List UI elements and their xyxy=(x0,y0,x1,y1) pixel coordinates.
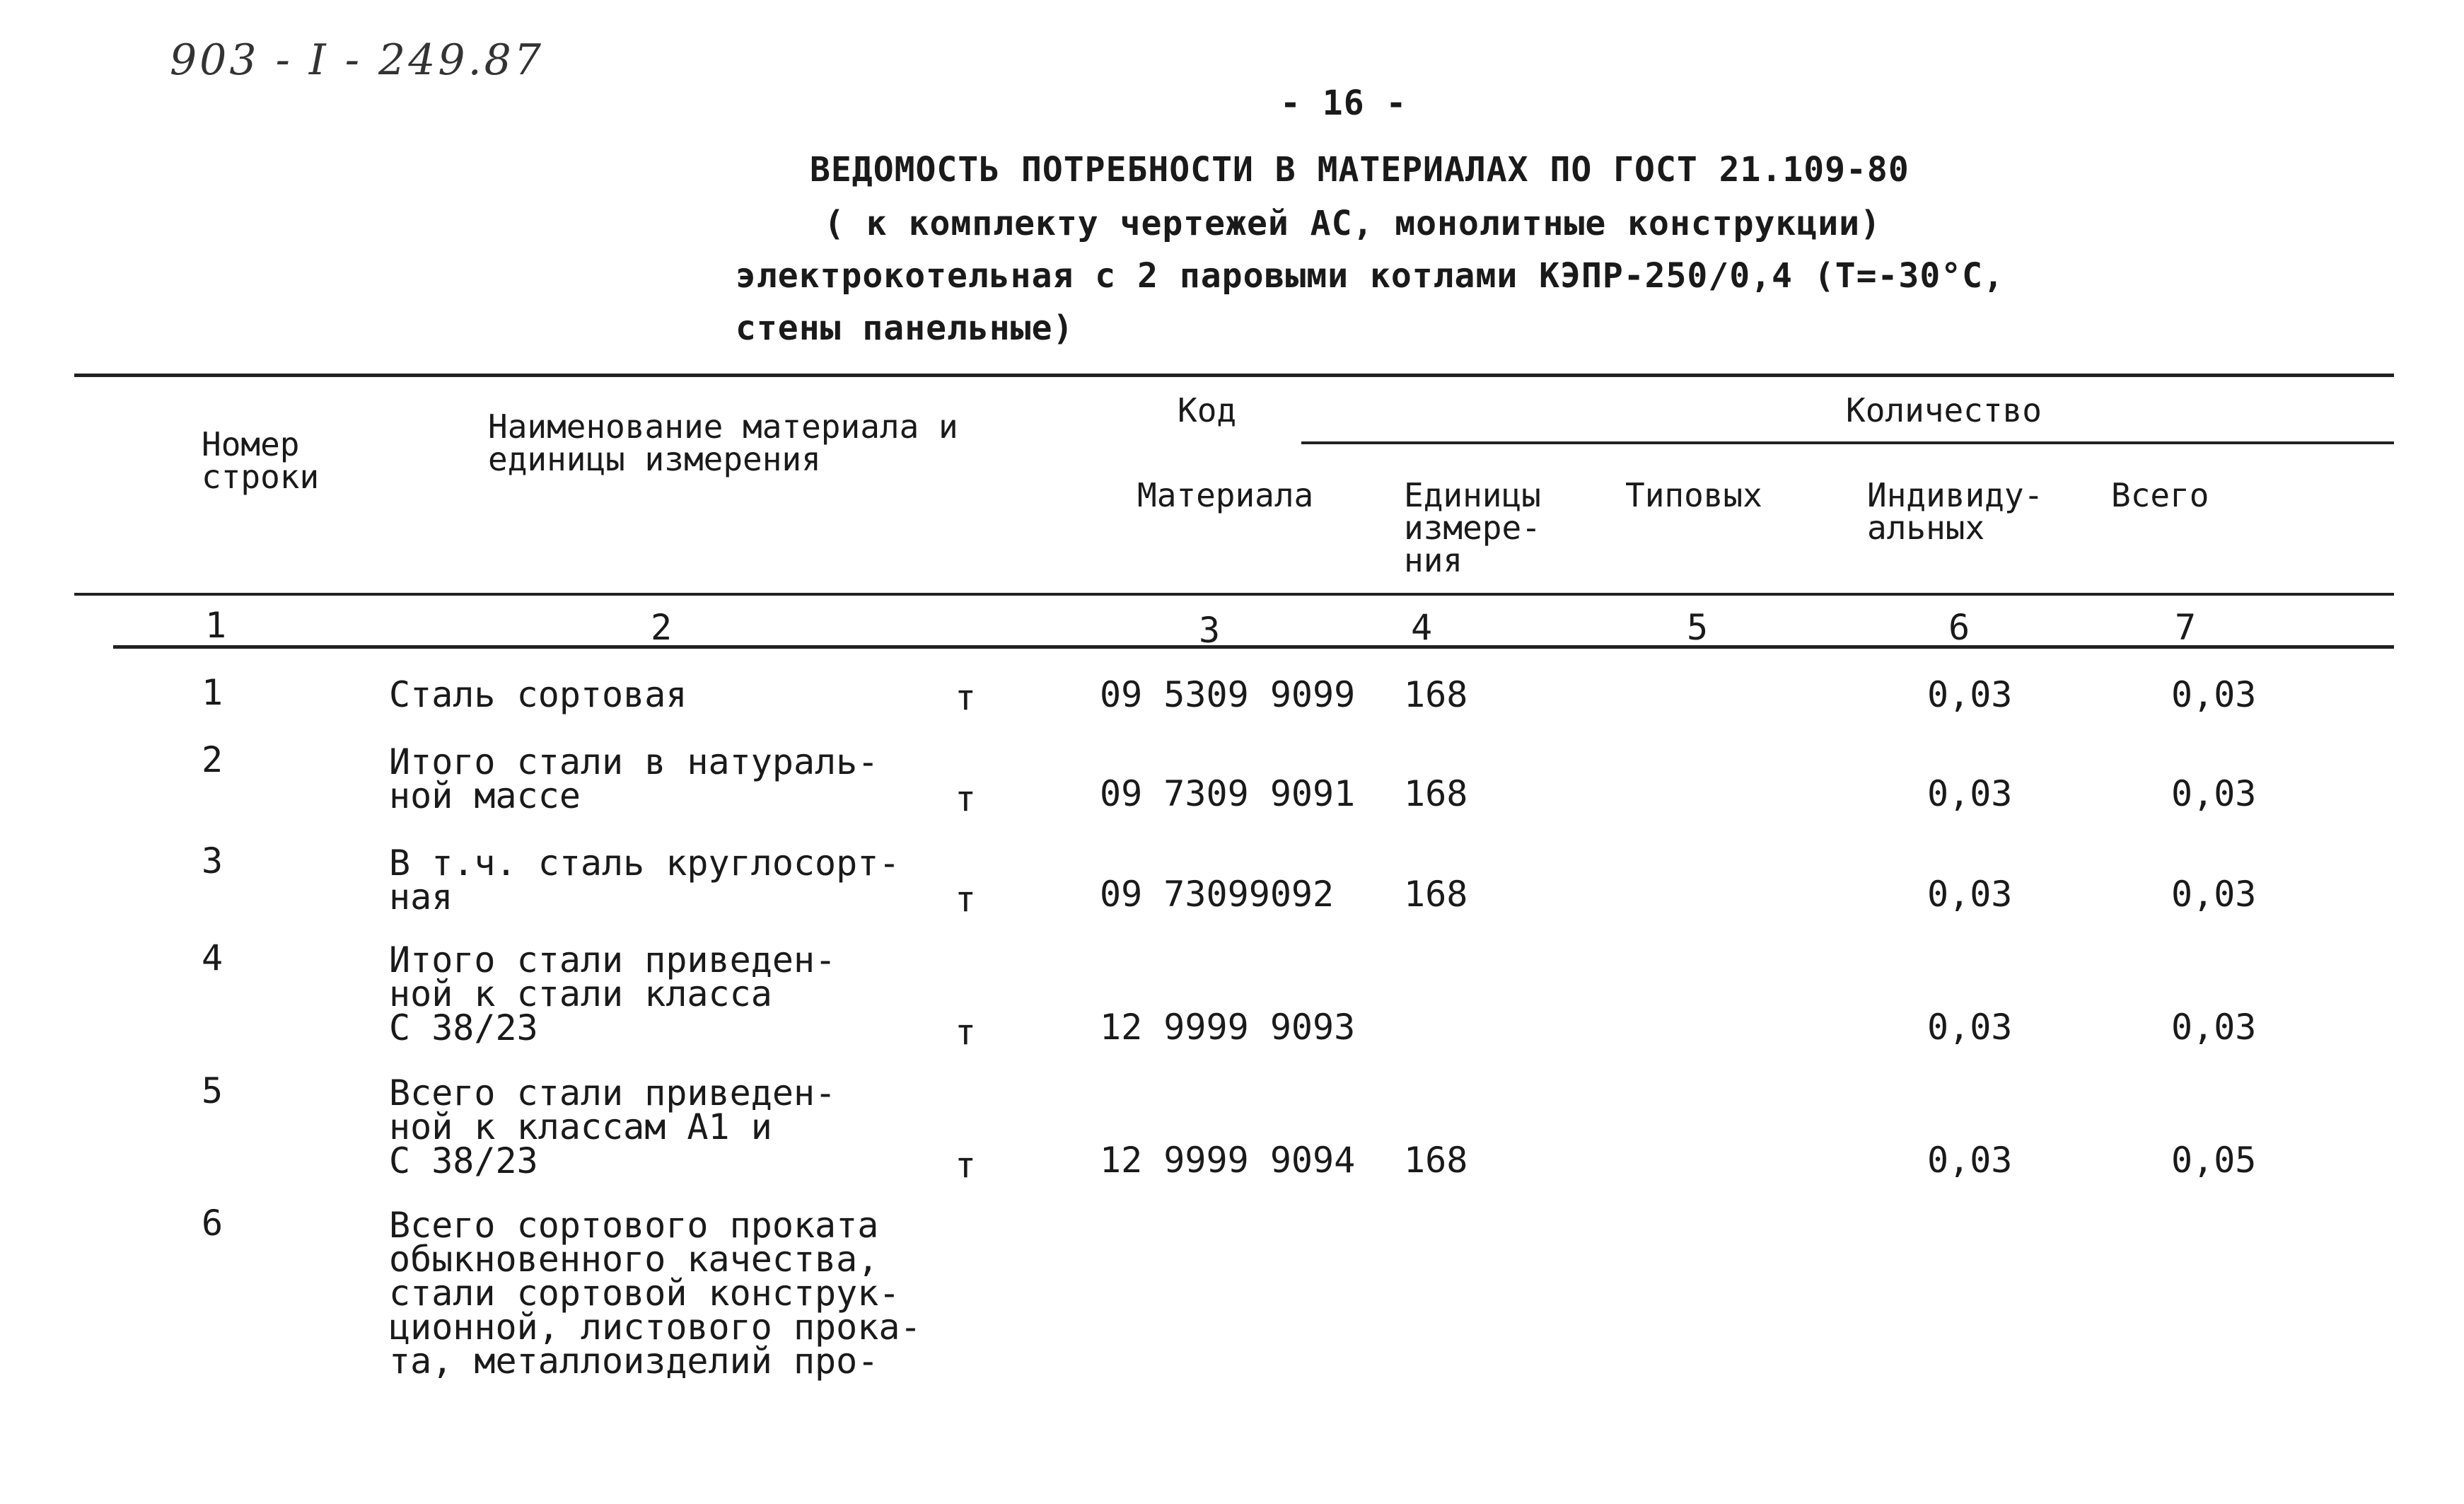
row-3-material-code: 09 73099092 xyxy=(1100,874,1335,915)
row-1-unit-code: 168 xyxy=(1404,674,1468,715)
row-3-name: В т.ч. сталь круглосорт- ная xyxy=(389,843,900,918)
header-material-code: Материала xyxy=(1137,476,1314,514)
row-1-name: Сталь сортовая xyxy=(389,674,687,715)
row-1-total: 0,03 xyxy=(2171,674,2257,715)
header-typical: Типовых xyxy=(1625,476,1762,514)
header-total: Всего xyxy=(2111,476,2209,514)
row-2-total: 0,03 xyxy=(2171,773,2257,814)
column-numbers-rule xyxy=(113,645,2394,649)
header-material-name: Наименование материала и единицы измерения xyxy=(488,407,958,478)
page-number: - 16 - xyxy=(1280,83,1407,123)
row-2-individual: 0,03 xyxy=(1927,773,2013,814)
header-individual: Индивиду- альных xyxy=(1867,476,2044,547)
row-1-unit: т xyxy=(955,677,977,718)
column-number-6: 6 xyxy=(1948,607,1970,648)
row-3-individual: 0,03 xyxy=(1927,874,2013,915)
row-4-number: 4 xyxy=(202,937,223,978)
row-4-individual: 0,03 xyxy=(1927,1007,2013,1048)
row-3-unit-code: 168 xyxy=(1404,874,1468,915)
table-top-rule xyxy=(74,374,2394,377)
row-5-name: Всего стали приведен- ной к классам А1 и С 38/23 xyxy=(389,1072,837,1181)
row-5-unit-code: 168 xyxy=(1404,1140,1468,1181)
row-4-material-code: 12 9999 9093 xyxy=(1100,1007,1356,1048)
row-1-individual: 0,03 xyxy=(1927,674,2013,715)
code-quantity-underline xyxy=(1301,441,2394,444)
title-line-2: ( к комплекту чертежей АС, монолитные конструкции) xyxy=(824,204,1881,243)
row-4-total: 0,03 xyxy=(2171,1007,2257,1048)
row-2-unit-code: 168 xyxy=(1404,773,1468,814)
row-3-number: 3 xyxy=(202,840,223,881)
row-5-individual: 0,03 xyxy=(1927,1140,2013,1181)
row-1-material-code: 09 5309 9099 xyxy=(1100,674,1356,715)
row-6-number: 6 xyxy=(202,1203,223,1244)
row-5-material-code: 12 9999 9094 xyxy=(1100,1140,1356,1181)
column-number-7: 7 xyxy=(2175,607,2197,648)
header-bottom-rule xyxy=(74,593,2394,596)
row-2-name: Итого стали в натураль- ной массе xyxy=(389,741,879,816)
column-number-3: 3 xyxy=(1199,610,1221,651)
row-1-number: 1 xyxy=(202,672,223,713)
row-4-unit: т xyxy=(955,1012,977,1053)
header-row-number: Номер строки xyxy=(202,425,320,496)
column-number-4: 4 xyxy=(1411,607,1433,648)
header-code: Код xyxy=(1178,391,1237,429)
row-5-number: 5 xyxy=(202,1070,223,1111)
row-6-name: Всего сортового проката обыкновенного качества, стали сортовой конструк- ционной, листового прока- та, металлоизделий про- xyxy=(389,1205,922,1382)
row-3-total: 0,03 xyxy=(2171,874,2257,915)
row-2-material-code: 09 7309 9091 xyxy=(1100,773,1356,814)
row-5-total: 0,05 xyxy=(2171,1140,2257,1181)
column-number-2: 2 xyxy=(651,607,673,648)
column-number-5: 5 xyxy=(1687,607,1709,648)
row-2-unit: т xyxy=(955,778,977,819)
column-number-1: 1 xyxy=(205,605,227,646)
title-line-1: ВЕДОМОСТЬ ПОТРЕБНОСТИ В МАТЕРИАЛАХ ПО ГОСТ 21.109-80 xyxy=(810,150,1910,190)
header-unit-code: Единицы измере- ния xyxy=(1404,476,1541,579)
row-2-number: 2 xyxy=(202,739,223,780)
document-code: 903 - I - 249.87 xyxy=(170,35,544,85)
row-4-name: Итого стали приведен- ной к стали класса С 38/23 xyxy=(389,939,837,1048)
row-3-unit: т xyxy=(955,879,977,920)
title-line-4: стены панельные) xyxy=(736,308,1074,348)
title-line-3: электрокотельная с 2 паровыми котлами КЭПР-250/0,4 (Т=-30°С, xyxy=(736,256,2004,296)
header-quantity: Количество xyxy=(1846,391,2042,429)
row-5-unit: т xyxy=(955,1145,977,1186)
